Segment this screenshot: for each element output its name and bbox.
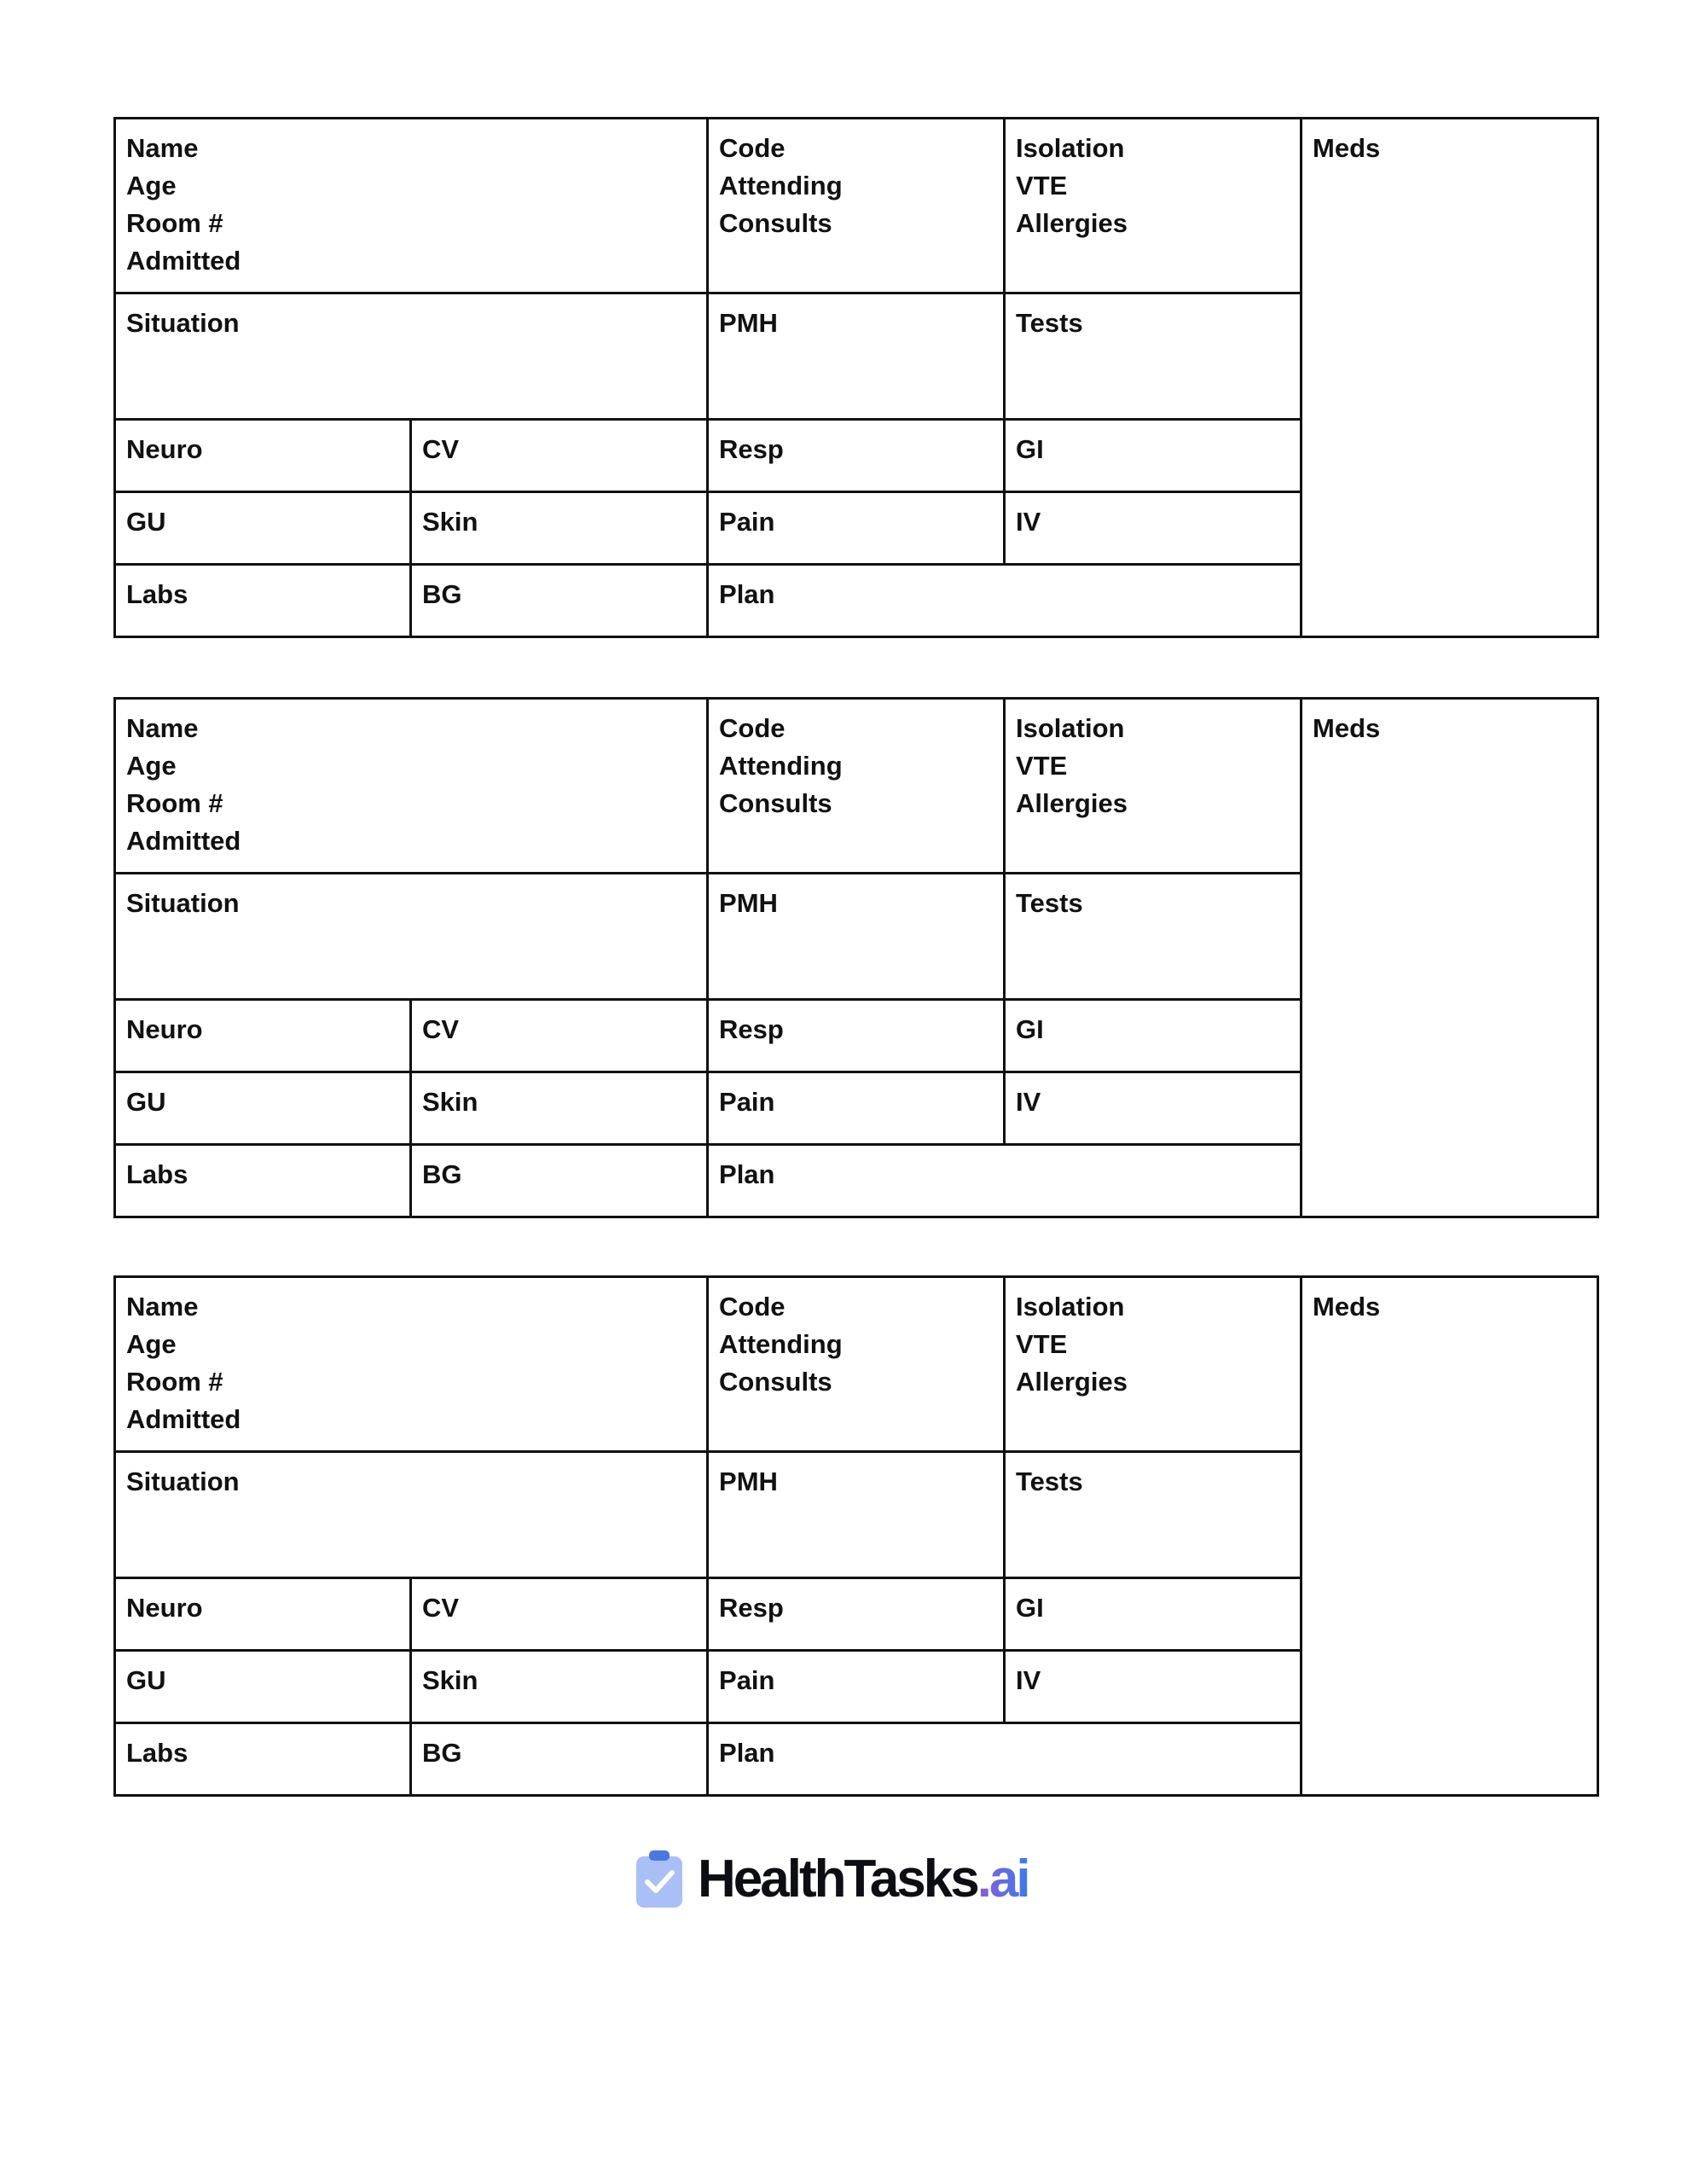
- cv-cell: [411, 1578, 708, 1651]
- bg-cell: [411, 1145, 708, 1217]
- meds-cell: [1301, 699, 1598, 1217]
- clipboard-check-icon: [635, 1850, 684, 1909]
- iv-label: IV: [1016, 1087, 1041, 1117]
- cv-label: CV: [422, 1593, 460, 1623]
- gi-cell: [1005, 420, 1301, 492]
- plan-cell: [708, 1723, 1301, 1796]
- iv-cell: [1005, 492, 1301, 565]
- pain-cell: [708, 1072, 1005, 1145]
- resp-label: Resp: [719, 434, 784, 464]
- skin-label: Skin: [422, 507, 478, 537]
- plan-label: Plan: [719, 579, 775, 609]
- consults-label: Consults: [719, 208, 832, 238]
- meds-label: Meds: [1313, 133, 1381, 163]
- iv-label: IV: [1016, 1665, 1041, 1695]
- pmh-label: PMH: [719, 888, 778, 918]
- patient-card-1: [113, 117, 1599, 638]
- consults-label: Consults: [719, 1367, 832, 1397]
- name-label: Name: [126, 1292, 199, 1321]
- patient-identity-cell: [115, 1277, 708, 1452]
- situation-label: Situation: [126, 1467, 240, 1496]
- bg-cell: [411, 1723, 708, 1796]
- skin-cell: [411, 1651, 708, 1723]
- gi-label: GI: [1016, 1014, 1044, 1044]
- isolation-label: Isolation: [1016, 713, 1125, 743]
- cv-label: CV: [422, 1014, 460, 1044]
- age-label: Age: [126, 1329, 177, 1359]
- neuro-label: Neuro: [126, 434, 203, 464]
- gu-cell: [115, 492, 411, 565]
- attending-label: Attending: [719, 751, 843, 781]
- attending-label: Attending: [719, 1329, 843, 1359]
- logo-name: HealthTasks: [698, 1850, 977, 1908]
- gu-cell: [115, 1651, 411, 1723]
- allergies-label: Allergies: [1016, 208, 1128, 238]
- skin-label: Skin: [422, 1087, 478, 1117]
- care-team-cell: [708, 119, 1005, 293]
- code-label: Code: [719, 1292, 786, 1321]
- skin-cell: [411, 492, 708, 565]
- gu-cell: [115, 1072, 411, 1145]
- allergies-label: Allergies: [1016, 1367, 1128, 1397]
- name-label: Name: [126, 713, 199, 743]
- labs-cell: [115, 1145, 411, 1217]
- patient-card-2: [113, 697, 1599, 1218]
- precautions-cell: [1005, 699, 1301, 874]
- allergies-label: Allergies: [1016, 788, 1128, 818]
- tests-label: Tests: [1016, 308, 1083, 338]
- gu-label: GU: [126, 507, 166, 537]
- neuro-cell: [115, 1000, 411, 1072]
- meds-cell: [1301, 119, 1598, 637]
- resp-cell: [708, 420, 1005, 492]
- plan-label: Plan: [719, 1159, 775, 1189]
- resp-label: Resp: [719, 1014, 784, 1044]
- patient-card-3: [113, 1275, 1599, 1797]
- labs-cell: [115, 565, 411, 637]
- consults-label: Consults: [719, 788, 832, 818]
- logo-wordmark: [698, 1850, 1029, 1909]
- cv-label: CV: [422, 434, 460, 464]
- iv-label: IV: [1016, 507, 1041, 537]
- neuro-label: Neuro: [126, 1593, 203, 1623]
- precautions-cell: [1005, 119, 1301, 293]
- situation-label: Situation: [126, 308, 240, 338]
- healthtasks-logo: [635, 1850, 1029, 1909]
- meds-label: Meds: [1313, 1292, 1381, 1321]
- pmh-cell: [708, 1452, 1005, 1578]
- precautions-cell: [1005, 1277, 1301, 1452]
- room-label: Room #: [126, 788, 223, 818]
- gu-label: GU: [126, 1665, 166, 1695]
- pmh-cell: [708, 293, 1005, 420]
- admitted-label: Admitted: [126, 826, 241, 856]
- skin-label: Skin: [422, 1665, 478, 1695]
- situation-label: Situation: [126, 888, 240, 918]
- pmh-label: PMH: [719, 308, 778, 338]
- name-label: Name: [126, 133, 199, 163]
- labs-label: Labs: [126, 579, 188, 609]
- tests-cell: [1005, 874, 1301, 1000]
- bg-label: BG: [422, 1159, 462, 1189]
- gi-cell: [1005, 1578, 1301, 1651]
- labs-cell: [115, 1723, 411, 1796]
- labs-label: Labs: [126, 1738, 188, 1768]
- neuro-cell: [115, 1578, 411, 1651]
- logo-suffix: .ai: [977, 1850, 1029, 1908]
- plan-cell: [708, 565, 1301, 637]
- isolation-label: Isolation: [1016, 133, 1125, 163]
- bg-label: BG: [422, 579, 462, 609]
- plan-cell: [708, 1145, 1301, 1217]
- plan-label: Plan: [719, 1738, 775, 1768]
- cv-cell: [411, 1000, 708, 1072]
- room-label: Room #: [126, 208, 223, 238]
- attending-label: Attending: [719, 171, 843, 200]
- pain-label: Pain: [719, 1665, 775, 1695]
- meds-label: Meds: [1313, 713, 1381, 743]
- pain-cell: [708, 1651, 1005, 1723]
- room-label: Room #: [126, 1367, 223, 1397]
- tests-cell: [1005, 293, 1301, 420]
- situation-cell: [115, 874, 708, 1000]
- neuro-label: Neuro: [126, 1014, 203, 1044]
- resp-cell: [708, 1000, 1005, 1072]
- gi-label: GI: [1016, 1593, 1044, 1623]
- pmh-label: PMH: [719, 1467, 778, 1496]
- gi-cell: [1005, 1000, 1301, 1072]
- isolation-label: Isolation: [1016, 1292, 1125, 1321]
- tests-label: Tests: [1016, 888, 1083, 918]
- care-team-cell: [708, 699, 1005, 874]
- vte-label: VTE: [1016, 171, 1068, 200]
- iv-cell: [1005, 1651, 1301, 1723]
- meds-cell: [1301, 1277, 1598, 1796]
- age-label: Age: [126, 751, 177, 781]
- resp-label: Resp: [719, 1593, 784, 1623]
- gu-label: GU: [126, 1087, 166, 1117]
- care-team-cell: [708, 1277, 1005, 1452]
- admitted-label: Admitted: [126, 1404, 241, 1434]
- situation-cell: [115, 1452, 708, 1578]
- pain-label: Pain: [719, 507, 775, 537]
- skin-cell: [411, 1072, 708, 1145]
- bg-label: BG: [422, 1738, 462, 1768]
- pain-label: Pain: [719, 1087, 775, 1117]
- code-label: Code: [719, 133, 786, 163]
- iv-cell: [1005, 1072, 1301, 1145]
- tests-label: Tests: [1016, 1467, 1083, 1496]
- age-label: Age: [126, 171, 177, 200]
- tests-cell: [1005, 1452, 1301, 1578]
- pain-cell: [708, 492, 1005, 565]
- neuro-cell: [115, 420, 411, 492]
- patient-identity-cell: [115, 699, 708, 874]
- labs-label: Labs: [126, 1159, 188, 1189]
- situation-cell: [115, 293, 708, 420]
- gi-label: GI: [1016, 434, 1044, 464]
- vte-label: VTE: [1016, 751, 1068, 781]
- patient-identity-cell: [115, 119, 708, 293]
- resp-cell: [708, 1578, 1005, 1651]
- code-label: Code: [719, 713, 786, 743]
- pmh-cell: [708, 874, 1005, 1000]
- vte-label: VTE: [1016, 1329, 1068, 1359]
- cv-cell: [411, 420, 708, 492]
- bg-cell: [411, 565, 708, 637]
- admitted-label: Admitted: [126, 246, 241, 276]
